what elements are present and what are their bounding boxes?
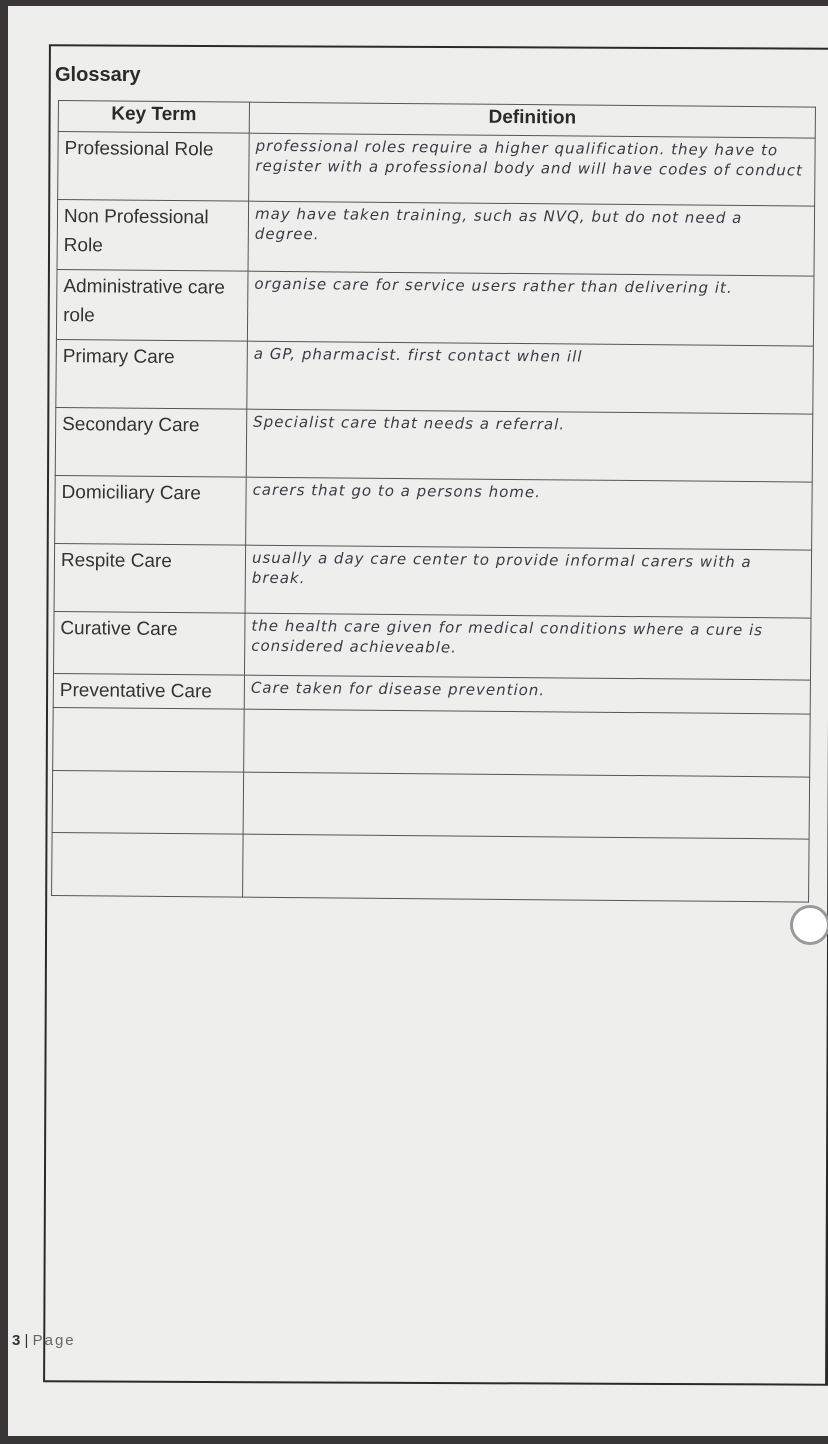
key-term-cell: Respite Care <box>54 543 246 613</box>
table-row <box>57 200 815 277</box>
table-row <box>53 611 811 680</box>
key-term-cell: Non Professional Role <box>57 200 249 272</box>
definition-cell: Care taken for disease prevention. <box>244 675 810 714</box>
definition-cell: Specialist care that needs a referral. <box>246 409 813 482</box>
page-number: 3 <box>12 1332 21 1349</box>
definition-cell: a GP, pharmacist. first contact when ill <box>247 341 814 414</box>
table-row <box>56 339 814 414</box>
table-row <box>58 132 816 207</box>
definition-cell <box>244 709 811 777</box>
definition-cell: the health care given for medical conditions where a cure is considered achieveable. <box>244 613 811 680</box>
glossary-table <box>51 100 816 903</box>
key-term-cell <box>52 832 244 897</box>
definition-cell <box>243 772 810 839</box>
key-term-cell: Preventative Care <box>53 673 244 709</box>
table-row <box>52 832 810 902</box>
page-label: Page <box>32 1332 76 1349</box>
key-term-cell: Domiciliary Care <box>55 475 247 545</box>
page-title: Glossary <box>55 64 141 86</box>
definition-cell: carers that go to a persons home. <box>246 477 813 550</box>
key-term-cell <box>52 770 244 834</box>
table-row <box>53 707 811 777</box>
footer-separator: | <box>24 1332 29 1349</box>
key-term-cell: Curative Care <box>53 611 245 675</box>
binder-hole <box>790 905 828 945</box>
header-key-term: Key Term <box>58 101 249 134</box>
table-row <box>54 543 812 618</box>
definition-cell <box>243 834 810 902</box>
definition-cell: may have taken training, such as NVQ, but do not need a degree. <box>248 201 815 276</box>
definition-cell: usually a day care center to provide informal carers with a break. <box>245 545 812 618</box>
table-row <box>55 407 813 482</box>
key-term-cell <box>53 707 245 772</box>
key-term-cell: Primary Care <box>56 339 248 409</box>
definition-cell: organise care for service users rather than delivering it. <box>247 271 814 346</box>
key-term-cell: Professional Role <box>58 132 250 202</box>
key-term-cell: Administrative care role <box>56 269 248 341</box>
table-row <box>52 770 810 839</box>
header-definition: Definition <box>249 102 815 138</box>
table-row <box>55 475 813 550</box>
key-term-cell: Secondary Care <box>55 407 247 477</box>
page-footer <box>12 1332 76 1349</box>
definition-cell: professional roles require a higher qualification. they have to register with a professional body and will have codes of conduct <box>249 133 816 206</box>
table-row <box>56 269 814 346</box>
